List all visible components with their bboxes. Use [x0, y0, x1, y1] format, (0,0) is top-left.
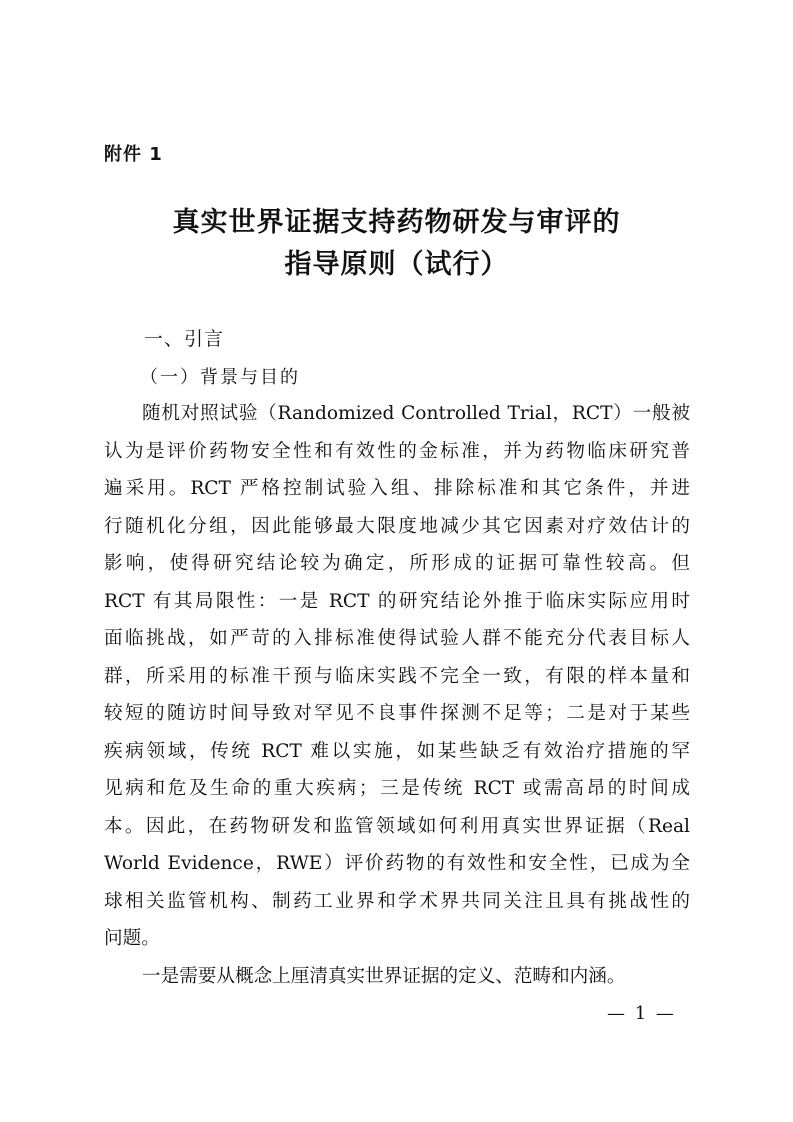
paragraph-line: 疾病领域，传统 RCT 难以实施，如某些缺乏有效治疗措施的罕 [104, 740, 690, 762]
paragraph-line: 影响，使得研究结论较为确定，所形成的证据可靠性较高。但 [104, 553, 690, 574]
section-subheading: （一）背景与目的 [140, 367, 300, 388]
paragraph-line: 面临挑战，如严苛的入排标准使得试验人群不能充分代表目标人 [104, 628, 690, 649]
paragraph-line: 问题。 [104, 928, 160, 949]
paragraph-line: 行随机化分组，因此能够最大限度地减少其它因素对疗效估计的 [104, 515, 690, 537]
page-number: — 1 — [607, 1003, 676, 1024]
attachment-label: 附件 1 [104, 144, 163, 165]
document-title-line-2: 指导原则（试行） [284, 249, 509, 280]
paragraph-line: 随机对照试验（Randomized Controlled Trial，RCT）一般被 [142, 403, 690, 424]
paragraph-line: 球相关监管机构、制药工业界和学术界共同关注且具有挑战性的 [104, 890, 690, 912]
paragraph-line: 群，所采用的标准干预与临床实践不完全一致，有限的样本量和 [104, 665, 690, 687]
paragraph-line: 见病和危及生命的重大疾病；三是传统 RCT 或需高昂的时间成 [104, 778, 690, 799]
paragraph-line: 遍采用。RCT 严格控制试验入组、排除标准和其它条件，并进 [104, 478, 690, 499]
document-title-line-1: 真实世界证据支持药物研发与审评的 [172, 207, 621, 238]
body-text [104, 395, 690, 995]
paragraph-line: 认为是评价药物安全性和有效性的金标准，并为药物临床研究普 [104, 440, 690, 462]
paragraph-line: 本。因此，在药物研发和监管领域如何利用真实世界证据（Real [104, 815, 690, 837]
section-heading: 一、引言 [144, 328, 225, 350]
paragraph-line: World Evidence，RWE）评价药物的有效性和安全性，已成为全 [104, 853, 690, 874]
paragraph-line: RCT 有其局限性：一是 RCT 的研究结论外推于临床实际应用时 [104, 590, 690, 612]
paragraph-line: 较短的随访时间导致对罕见不良事件探测不足等；二是对于某些 [104, 703, 690, 724]
paragraph-line: 一是需要从概念上厘清真实世界证据的定义、范畴和内涵。 [142, 965, 626, 987]
